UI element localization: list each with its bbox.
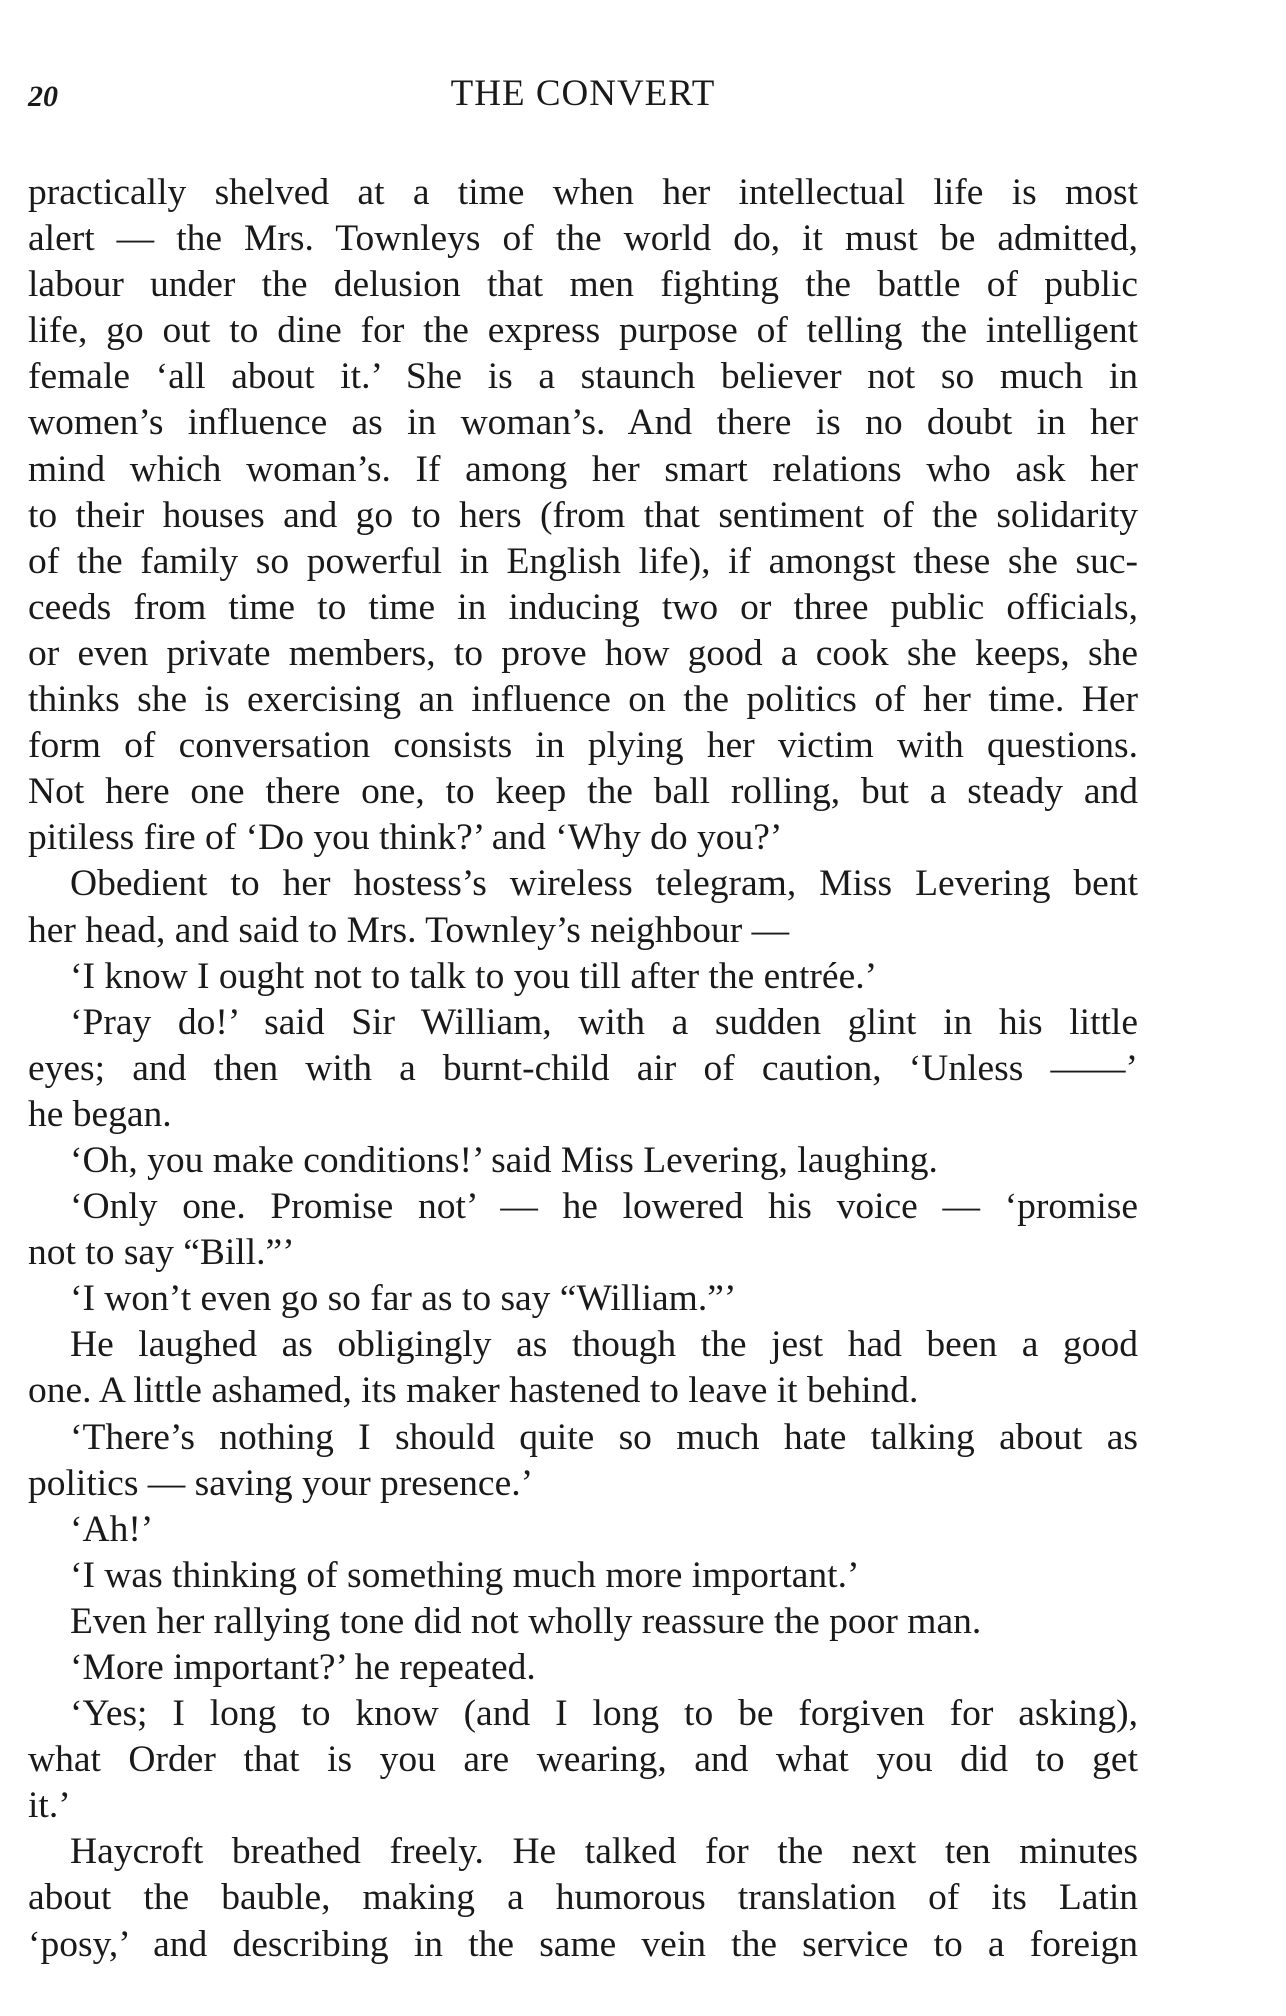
text-line: Obedient to her hostess’s wireless telegram, Miss Levering bent [70, 863, 1138, 905]
text-line: ‘posy,’ and describing in the same vein the service to a foreign [28, 1923, 1138, 1965]
text-line: ‘I was thinking of something much more important.’ [70, 1554, 860, 1596]
text-line: ‘I know I ought not to talk to you till after the entrée.’ [70, 955, 878, 997]
text-line: ‘Pray do!’ said Sir William, with a sudden glint in his little [70, 1001, 1138, 1043]
text-line: ‘Only one. Promise not’ — he lowered his voice — ‘promise [70, 1186, 1138, 1228]
body-text [28, 170, 1138, 1968]
text-line: Even her rallying tone did not wholly reassure the poor man. [70, 1600, 982, 1642]
text-line: to their houses and go to hers (from that sentiment of the solidarity [28, 494, 1138, 536]
text-line: politics — saving your presence.’ [28, 1462, 534, 1504]
text-line: practically shelved at a time when her intellectual life is most [28, 172, 1138, 213]
text-line: he began. [28, 1093, 172, 1135]
text-line: Haycroft breathed freely. He talked for the next ten minutes [70, 1831, 1138, 1873]
text-line: not to say “Bill.”’ [28, 1232, 295, 1274]
text-line: her head, and said to Mrs. Townley’s neighbour — [28, 909, 790, 951]
text-line: ‘Ah!’ [70, 1508, 154, 1550]
text-line: pitiless fire of ‘Do you think?’ and ‘Why do you?’ [28, 817, 783, 859]
text-line: alert — the Mrs. Townleys of the world do, it must be admitted, [28, 218, 1138, 260]
text-line: labour under the delusion that men fighting the battle of public [28, 264, 1138, 306]
text-line: one. A little ashamed, its maker hastened to leave it behind. [28, 1370, 919, 1412]
text-line: life, go out to dine for the express purpose of telling the intelligent [28, 310, 1138, 352]
page-number: 20 [28, 80, 58, 113]
text-line: it.’ [28, 1785, 71, 1827]
text-line: He laughed as obligingly as though the jest had been a good [70, 1324, 1138, 1366]
text-line: Not here one there one, to keep the ball rolling, but a steady and [28, 771, 1138, 813]
text-line: ‘Oh, you make conditions!’ said Miss Levering, laughing. [70, 1139, 938, 1181]
text-line: ceeds from time to time in inducing two or three public officials, [28, 586, 1138, 628]
text-line: or even private members, to prove how good a cook she keeps, she [28, 632, 1138, 674]
text-line: ‘More important?’ he repeated. [70, 1647, 536, 1688]
text-line: mind which woman’s. If among her smart relations who ask her [28, 448, 1138, 490]
text-line: ‘There’s nothing I should quite so much hate talking about as [70, 1416, 1138, 1458]
text-line: what Order that is you are wearing, and what you did to get [28, 1739, 1138, 1781]
text-line: women’s influence as in woman’s. And there is no doubt in her [28, 402, 1138, 444]
page-header [28, 72, 1138, 122]
text-line: form of conversation consists in plying her victim with questions. [28, 725, 1138, 767]
text-line: female ‘all about it.’ She is a staunch believer not so much in [28, 356, 1138, 398]
text-line: ‘Yes; I long to know (and I long to be forgiven for asking), [70, 1693, 1138, 1735]
text-line: thinks she is exercising an influence on the politics of her time. Her [28, 679, 1138, 721]
text-line: ‘I won’t even go so far as to say “William.”’ [70, 1278, 737, 1320]
text-line: of the family so powerful in English life), if amongst these she suc- [28, 540, 1138, 582]
text-line: about the bauble, making a humorous translation of its Latin [28, 1877, 1138, 1919]
text-line: eyes; and then with a burnt-child air of caution, ‘Unless ——’ [28, 1047, 1138, 1089]
running-head: THE CONVERT [450, 73, 716, 114]
